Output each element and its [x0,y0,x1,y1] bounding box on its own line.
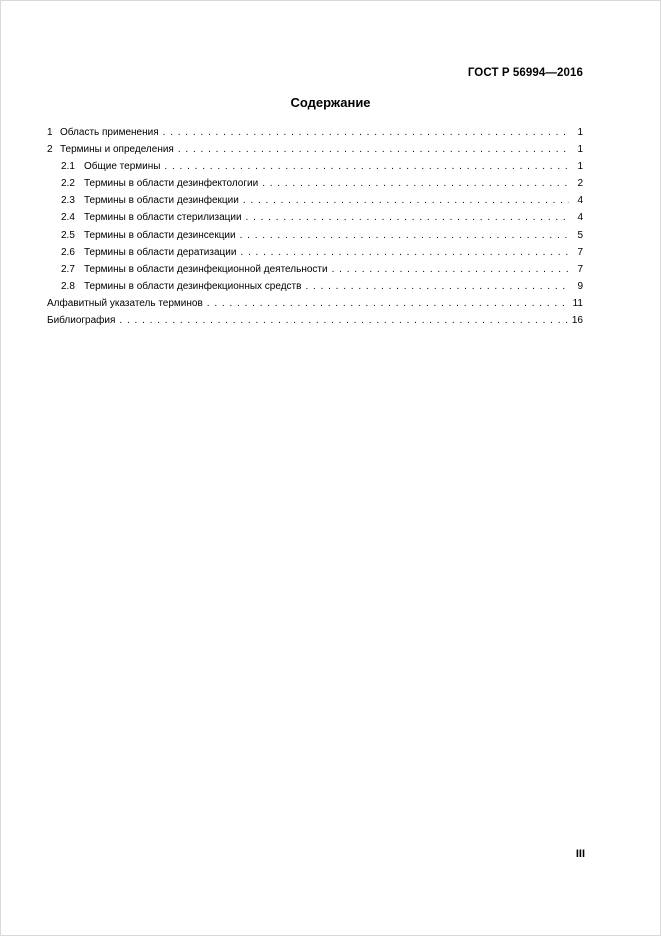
toc-entry-page: 1 [577,144,583,156]
toc-entry-number: 2.7 [61,263,75,275]
toc-entry-page: 11 [572,297,583,309]
toc-entry-label: Общие термины [84,161,161,173]
toc-entry-disinfectology[interactable] [47,175,583,192]
toc-dot-leader [246,209,569,226]
toc-dot-leader [240,244,569,261]
toc-title: Содержание [290,95,371,110]
toc-dot-leader [243,192,569,209]
toc-entry-label: Термины и определения [60,144,174,156]
table-of-contents [47,124,583,329]
toc-entry-page: 1 [577,127,583,138]
toc-entry-page: 4 [577,212,583,224]
toc-entry-number: 2.2 [61,178,75,190]
toc-entry-alphabetical-index[interactable] [47,295,583,312]
toc-entry-label: Термины в области дератизации [84,246,237,258]
toc-entry-number: 2.6 [61,246,75,258]
toc-entry-label: Термины в области дезинфекции [84,195,239,207]
toc-entry-page: 9 [577,280,583,292]
toc-entry-deratization[interactable] [47,244,583,261]
toc-entry-terms-definitions[interactable] [47,141,583,158]
toc-entry-page: 4 [577,195,583,207]
toc-dot-leader [240,227,569,244]
toc-entry-number: 2.3 [61,195,75,207]
toc-entry-number: 2.5 [61,229,75,241]
toc-entry-number: 2.4 [61,212,75,224]
toc-entry-label: Термины в области дезинсекции [84,229,236,241]
toc-entry-sterilization[interactable] [47,209,583,226]
toc-entry-bibliography[interactable] [47,312,583,329]
toc-entry-label: Область применения [60,127,159,138]
document-code: ГОСТ Р 56994—2016 [467,67,583,79]
toc-entry-label: Термины в области стерилизации [84,212,242,224]
toc-entry-number: 2.8 [61,280,75,292]
page-number: III [575,848,585,860]
toc-dot-leader [332,261,569,278]
toc-entry-number: 2 [47,144,53,156]
toc-dot-leader [305,278,569,295]
toc-entry-disinfection[interactable] [47,192,583,209]
toc-dot-leader [119,312,567,329]
toc-entry-general-terms[interactable] [47,158,583,175]
toc-entry-label: Термины в области дезинфектологии [84,178,259,190]
toc-entry-page: 7 [577,263,583,275]
toc-entry-page: 1 [577,161,583,173]
toc-entry-page: 16 [571,315,583,327]
toc-dot-leader [207,295,569,312]
toc-entry-disinfection-activity[interactable] [47,261,583,278]
toc-entry-label: Термины в области дезинфекционных средств [84,280,302,292]
toc-entry-disinfectants[interactable] [47,278,583,295]
toc-entry-page: 7 [577,246,583,258]
toc-dot-leader [163,124,569,141]
toc-dot-leader [178,141,569,158]
toc-entry-disinsection[interactable] [47,227,583,244]
toc-entry-scope[interactable] [47,124,583,141]
toc-entry-number: 2.1 [61,161,75,173]
toc-entry-label: Библиография [47,315,116,327]
toc-entry-page: 2 [577,178,583,190]
toc-entry-label: Термины в области дезинфекционной деятельности [84,263,328,275]
toc-entry-number: 1 [47,127,53,138]
toc-entry-page: 5 [577,229,583,241]
toc-entry-label: Алфавитный указатель терминов [47,297,203,309]
toc-dot-leader [164,158,569,175]
toc-dot-leader [262,175,569,192]
